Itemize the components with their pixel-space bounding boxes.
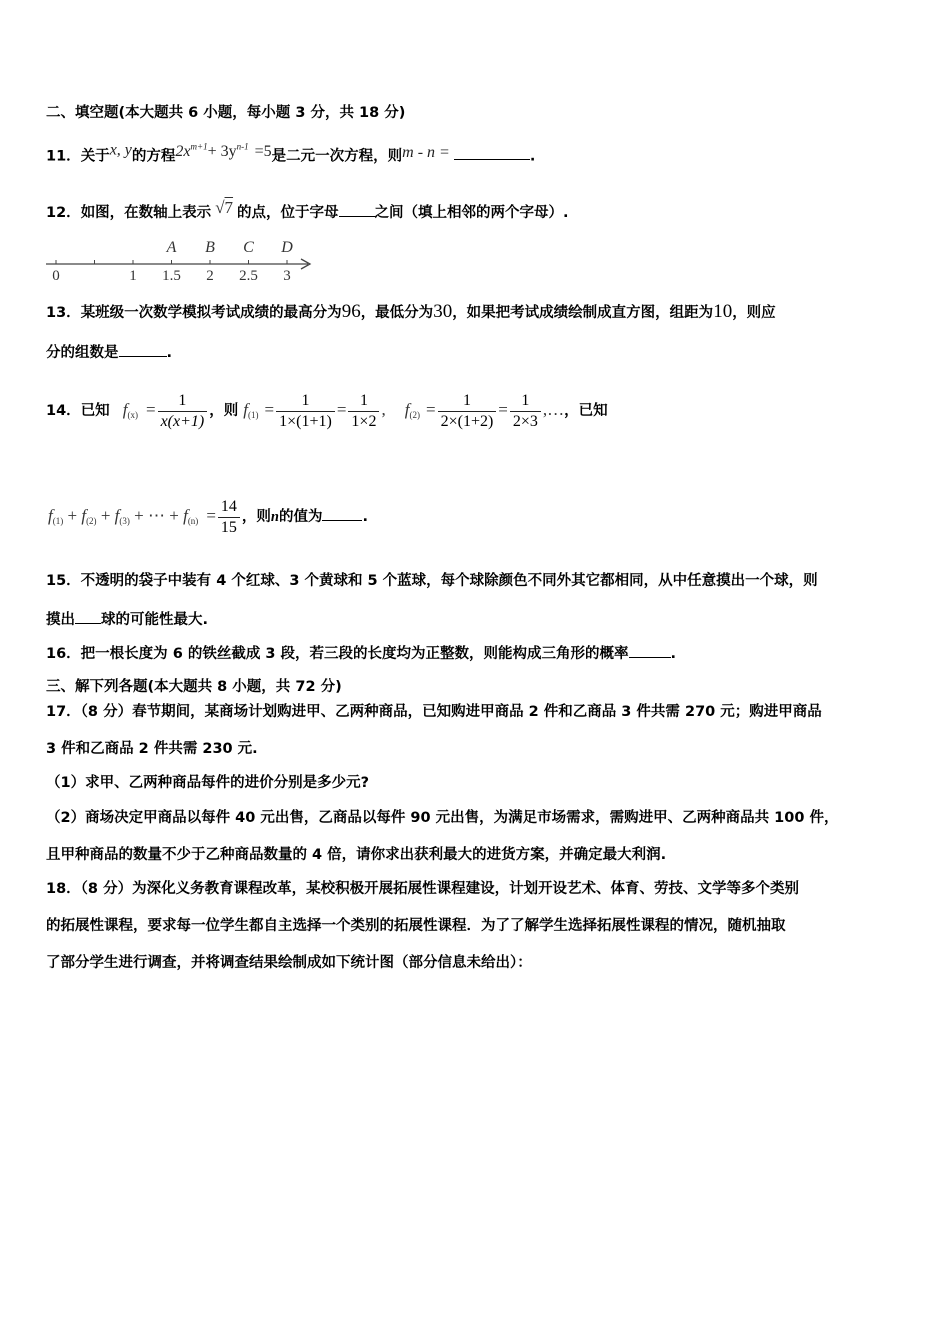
min-score: 30 — [433, 301, 453, 322]
numerator: 1 — [359, 391, 368, 409]
ellipsis: + ⋯ + — [134, 506, 179, 525]
q17-line-2: 3 件和乙商品 2 件共需 230 元. — [46, 741, 258, 757]
fraction — [218, 497, 240, 538]
q15-text-b: 球的可能性最大. — [101, 612, 209, 628]
numerator: 1 — [301, 391, 310, 409]
number-line-tick-label: 0 — [52, 268, 60, 284]
q17-part-1-text: （1）求甲、乙两种商品每件的进价分别是多少元? — [46, 775, 369, 791]
answer-blank[interactable] — [322, 506, 362, 521]
equals-sign: = — [264, 400, 275, 419]
q14-text-1: 已知 — [80, 403, 110, 419]
q15-text-a: 摸出 — [46, 612, 75, 628]
function-name: f — [404, 400, 410, 419]
q11-equation — [175, 143, 271, 160]
q17-part-2-line-2: 且甲种商品的数量不少于乙种商品数量的 4 倍，请你求出获利最大的进货方案，并确定最大利润. — [46, 847, 667, 863]
number-line-tick-label: 2.5 — [239, 268, 258, 284]
denominator: 2×(1+2) — [438, 411, 497, 432]
sqrt-expression: √7 — [215, 198, 234, 217]
function-arg: (1) — [52, 516, 64, 526]
variable-n: n — [270, 509, 279, 525]
q13-text-5: 分的组数是 — [46, 345, 119, 361]
number-line-tick-label: 3 — [283, 268, 291, 284]
fraction — [158, 391, 208, 432]
q18-line-2: 的拓展性课程，要求每一位学生都自主选择一个类别的拓展性课程．为了了解学生选择拓展性课程的情况，随机抽取 — [46, 918, 786, 934]
q17-line-1: 17．（8 分）春节期间，某商场计划购进甲、乙两种商品，已知购进甲商品 2 件和乙商品 3 件共需 270 元；购进甲商品 — [46, 704, 822, 720]
question-17-part-2-cont — [46, 845, 666, 865]
q16-end: . — [670, 646, 677, 662]
q13-text-2: ，最低分为 — [360, 305, 434, 321]
answer-blank[interactable] — [339, 202, 375, 217]
question-12 — [46, 198, 569, 223]
function-name: f — [243, 400, 249, 419]
separator: , — [381, 400, 386, 419]
question-18-cont-1 — [46, 916, 786, 936]
question-18-cont-2 — [46, 953, 532, 973]
function-name: f — [183, 506, 188, 525]
section-2-heading: 二、填空题(本大题共 6 小题，每小题 3 分，共 18 分) — [46, 105, 406, 121]
answer-blank[interactable] — [75, 609, 101, 624]
q15-line-1: 15．不透明的袋子中装有 4 个红球、3 个黄球和 5 个蓝球，每个球除颜色不同外其它都相同，从中任意摸出一个球，则 — [46, 573, 818, 589]
ellipsis: ,… — [542, 400, 565, 419]
q11-text-3: 是二元一次方程，则 — [271, 148, 403, 165]
equals-sign: = — [145, 400, 156, 419]
q11-end: . — [529, 148, 536, 165]
numerator: 1 — [462, 391, 471, 409]
number-line-point-label: A — [166, 239, 177, 256]
question-number: 12． — [46, 205, 81, 221]
q11-expression: m - n = — [402, 144, 450, 162]
denominator: 15 — [218, 517, 240, 538]
question-11 — [46, 137, 535, 166]
q12-text-1: 如图，在数轴上表示 — [80, 205, 212, 221]
plus-sign: + — [100, 506, 111, 525]
fraction — [348, 391, 379, 432]
function-name: f — [122, 400, 128, 419]
numerator: 14 — [220, 497, 237, 515]
q13-text-1: 某班级一次数学模拟考试成绩的最高分为 — [80, 305, 342, 321]
number-line-tick-label: 1.5 — [162, 268, 181, 284]
denominator: x(x+1) — [158, 411, 208, 432]
function-arg: (x) — [127, 410, 138, 420]
numerator: 1 — [521, 391, 530, 409]
question-16 — [46, 643, 676, 664]
q11-text-2: 的方程 — [131, 148, 176, 165]
number-line-figure — [44, 227, 324, 292]
question-17-part-2 — [46, 808, 839, 828]
question-number: 14． — [46, 403, 81, 419]
number-line-tick-label: 1 — [129, 268, 137, 284]
sum-expression — [48, 506, 216, 525]
eq-exponent-n: n-1 — [236, 142, 249, 152]
q14-text-4: ，则 — [241, 509, 271, 525]
numerator: 1 — [178, 391, 187, 409]
sqrt-value: 7 — [224, 198, 234, 217]
number-line-tick-label: 2 — [206, 268, 214, 284]
denominator: 1×2 — [348, 411, 379, 432]
question-17 — [46, 702, 822, 722]
q12-text-3: 之间（填上相邻的两个字母）. — [374, 205, 569, 221]
equals-sign: = — [206, 506, 216, 525]
q13-text-3: ，如果把考试成绩绘制成直方图，组距为 — [452, 305, 714, 321]
q13-text-4: ，则应 — [732, 305, 776, 321]
function-arg: (1) — [248, 410, 259, 420]
function-arg: (n) — [187, 516, 199, 526]
eq-exponent-m: m+1 — [190, 142, 208, 152]
q13-end: . — [166, 345, 173, 361]
answer-blank[interactable] — [119, 342, 167, 357]
fraction — [510, 391, 541, 432]
q16-text: 16．把一根长度为 6 的铁丝截成 3 段，若三段的长度均为正整数，则能构成三角形的概率 — [46, 646, 629, 662]
q18-line-3: 了部分学生进行调查，并将调查结果绘制成如下统计图（部分信息未给出）： — [46, 955, 532, 971]
eq-term-y: + 3y — [207, 143, 237, 161]
answer-blank[interactable] — [454, 145, 530, 160]
question-13 — [46, 302, 776, 323]
equals-sign: = — [426, 400, 436, 419]
question-15 — [46, 571, 818, 591]
q17-part-2-line-1: （2）商场决定甲商品以每件 40 元出售，乙商品以每件 90 元出售，为满足市场需求，需购进甲、乙两种商品共 100 件， — [46, 810, 839, 826]
fraction — [276, 391, 335, 432]
q14-text-5: 的值为 — [278, 509, 323, 525]
function-arg: (2) — [86, 516, 97, 526]
question-13-cont — [46, 342, 172, 363]
q11-variables: x, y — [109, 141, 132, 159]
number-line-point-label: B — [205, 239, 215, 256]
denominator: 2×3 — [510, 411, 541, 432]
denominator: 1×(1+1) — [276, 411, 335, 432]
question-18 — [46, 879, 799, 899]
section-3-heading — [46, 677, 342, 697]
section-heading-text: 三、解下列各题(本大题共 8 小题，共 72 分) — [46, 679, 342, 695]
equals-sign: = — [498, 400, 508, 419]
f2-expression — [405, 400, 436, 419]
eq-term-x: 2x — [175, 143, 191, 161]
q12-text-2: 的点，位于字母 — [237, 205, 339, 221]
f1-expression — [243, 400, 274, 419]
function-arg: (3) — [119, 516, 130, 526]
q14-text-3: ，已知 — [564, 403, 608, 419]
f-definition — [123, 400, 156, 419]
question-17-part-1 — [46, 773, 369, 793]
answer-blank[interactable] — [629, 643, 671, 658]
number-line-point-label: C — [243, 239, 254, 256]
function-name: f — [81, 506, 87, 525]
question-17-cont — [46, 739, 258, 759]
q14-text-2: ，则 — [209, 403, 239, 419]
max-score: 96 — [341, 301, 361, 322]
question-15-cont — [46, 609, 208, 630]
question-number: 13． — [46, 305, 81, 321]
question-number: 11． — [46, 148, 81, 165]
number-line-point-label: D — [281, 239, 293, 256]
q11-text-1: 关于 — [80, 148, 110, 165]
fraction — [438, 391, 497, 432]
class-width: 10 — [713, 301, 733, 322]
plus-sign: + — [67, 506, 78, 525]
q18-line-1: 18．（8 分）为深化义务教育课程改革，某校积极开展拓展性课程建设，计划开设艺术、体育、劳技、文学等多个类别 — [46, 881, 800, 897]
question-14 — [46, 380, 608, 440]
question-14-sum — [48, 486, 368, 546]
q14-end: . — [362, 509, 368, 525]
equals-sign: = — [336, 400, 347, 419]
function-arg: (2) — [409, 410, 420, 420]
eq-rhs: =5 — [254, 143, 272, 161]
function-name: f — [48, 506, 53, 525]
function-name: f — [114, 506, 120, 525]
